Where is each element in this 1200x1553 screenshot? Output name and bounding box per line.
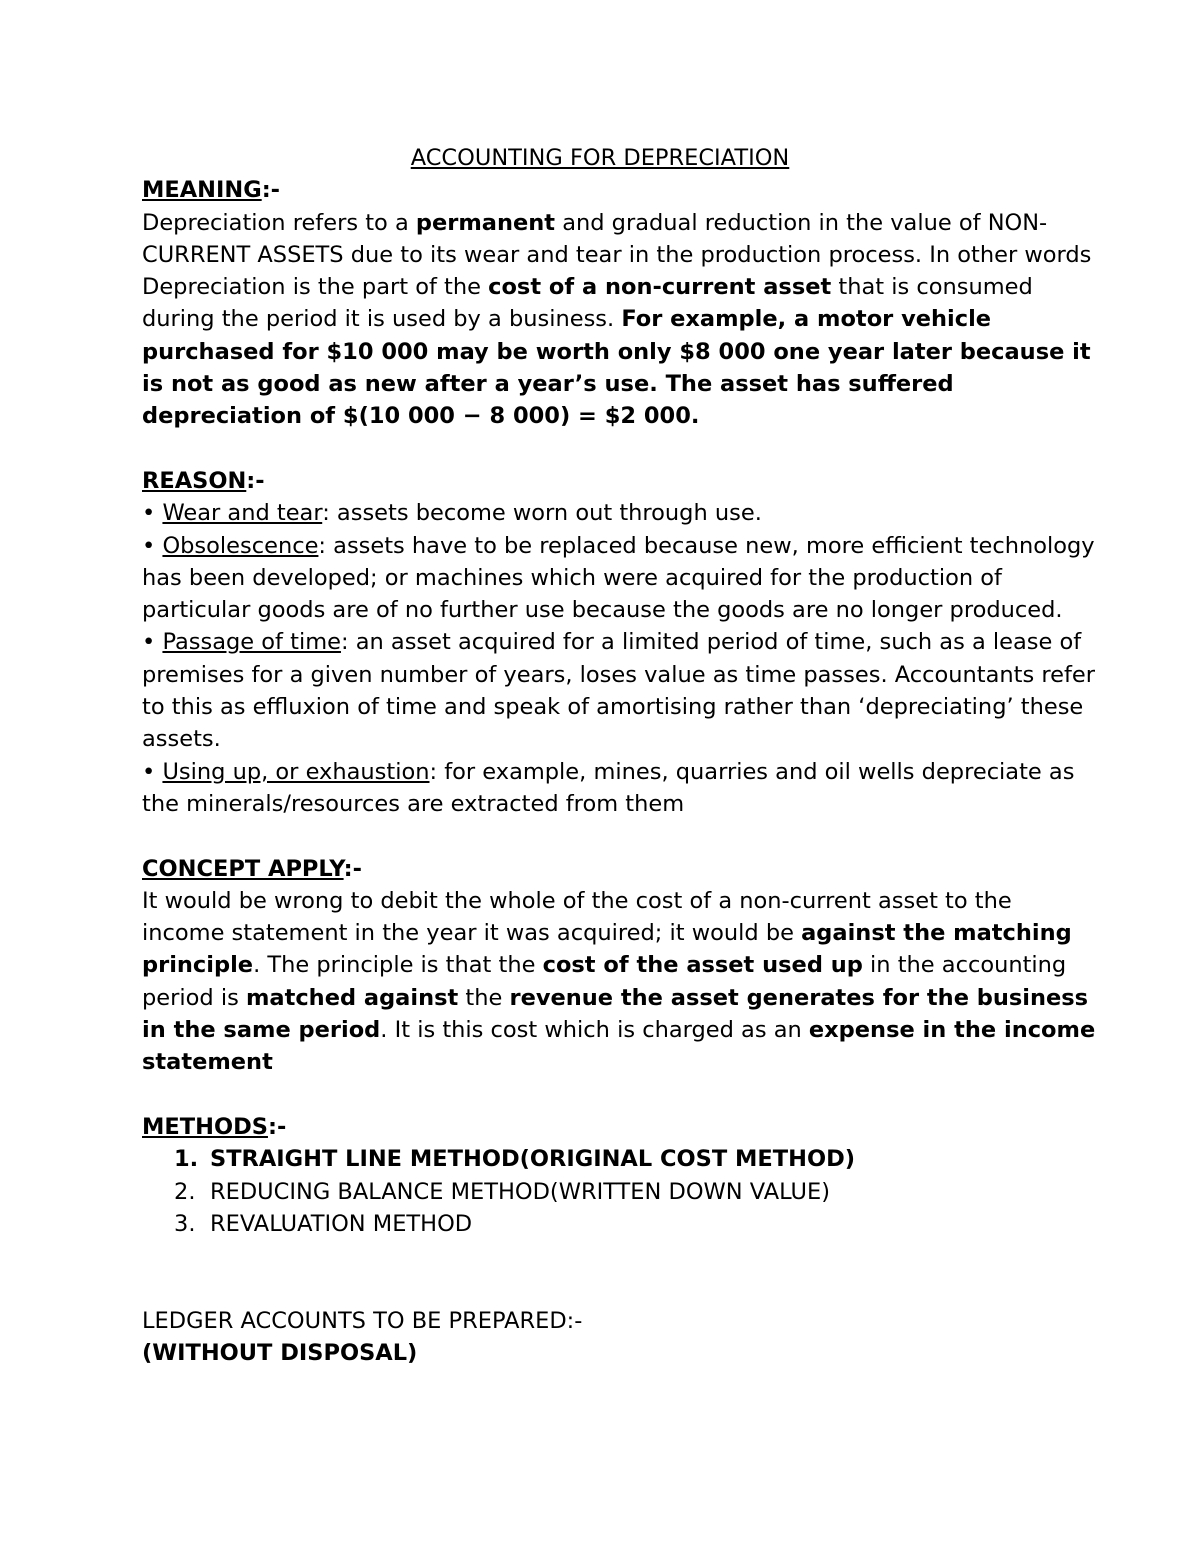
method-number: 3.: [174, 1210, 196, 1237]
method-item: [142, 1176, 1100, 1208]
methods-heading-suffix: :-: [267, 1113, 287, 1140]
reason-heading-label: REASON: [142, 467, 247, 494]
reason-item: [142, 497, 1100, 529]
concept-text-4: the: [458, 984, 510, 1011]
bullet: •: [142, 500, 163, 527]
concept-heading-suffix: :-: [343, 855, 362, 882]
bullet: •: [142, 532, 163, 559]
meaning-bold-1: permanent: [415, 209, 556, 236]
concept-text-3: in the accounting period is: [142, 952, 1067, 1011]
methods-heading: [142, 1111, 1100, 1143]
meaning-text-2: and gradual reduction in the value of NON-CURRENT ASSETS due to its wear and tear in the production process. In other words Depreciation is the part of the: [142, 209, 1092, 301]
meaning-heading: [142, 174, 1100, 206]
concept-bold-2: cost of the asset used up: [542, 952, 863, 979]
spacer: [142, 433, 1100, 465]
reason-heading-suffix: :-: [246, 467, 265, 494]
spacer: [142, 820, 1100, 852]
concept-heading: [142, 853, 1100, 885]
reason-item: [142, 530, 1100, 627]
method-label: REDUCING BALANCE METHOD(WRITTEN DOWN VALUE): [210, 1178, 830, 1205]
method-label: STRAIGHT LINE METHOD(ORIGINAL COST METHOD): [210, 1146, 856, 1173]
concept-text-1: It would be wrong to debit the whole of the cost of a non-current asset to the income statement in the year it was acquired; it would be: [142, 887, 1012, 947]
meaning-text-1: Depreciation refers to a: [142, 209, 416, 236]
reason-item: [142, 756, 1100, 821]
reason-term: Using up, or exhaustion: [162, 758, 430, 785]
methods-list: [142, 1143, 1100, 1240]
concept-bold-4: revenue the asset generates for the business in the same period: [142, 984, 1089, 1044]
page-title: ACCOUNTING FOR DEPRECIATION: [410, 145, 790, 171]
method-number: 2.: [174, 1178, 196, 1205]
concept-paragraph: [142, 885, 1100, 1079]
bullet: •: [142, 758, 163, 785]
reason-item: [142, 626, 1100, 755]
concept-heading-label: CONCEPT APPLY: [142, 855, 344, 882]
reason-heading: [142, 465, 1100, 497]
meaning-heading-label: MEANING: [142, 177, 262, 204]
reason-term: Obsolescence: [162, 532, 319, 559]
meaning-bold-2: cost of a non-current asset: [488, 274, 832, 301]
meaning-paragraph: [142, 207, 1100, 433]
bullet: •: [142, 629, 163, 656]
method-item: [142, 1143, 1100, 1175]
method-number: 1.: [174, 1146, 199, 1173]
reason-text: : an asset acquired for a limited period of time, such as a lease of premises for a given number of years, loses value as time passes. Accountants refer to this as effluxion of time and speak of amortising rather than ‘depreciating’ these assets.: [142, 629, 1095, 753]
reason-text: : assets have to be replaced because new, more efficient technology has been developed; or machines which were acquired for the production of particular goods are of no further use because the goods are no longer produced.: [142, 532, 1095, 624]
concept-text-5: . It is this cost which is charged as an: [380, 1017, 809, 1044]
concept-bold-3: matched against: [245, 984, 459, 1011]
spacer: [142, 1240, 1100, 1305]
concept-bold-5: expense in the income statement: [142, 1017, 1096, 1076]
ledger-heading: LEDGER ACCOUNTS TO BE PREPARED:-: [142, 1307, 583, 1334]
meaning-heading-suffix: :-: [261, 177, 281, 204]
meaning-text-3: that is consumed during the period it is used by a business.: [142, 274, 1033, 333]
reason-term: Wear and tear: [162, 500, 323, 527]
reason-term: Passage of time: [162, 629, 341, 656]
spacer: [142, 1079, 1100, 1111]
method-label: REVALUATION METHOD: [210, 1210, 473, 1237]
methods-heading-label: METHODS: [142, 1113, 268, 1140]
reason-text: : assets become worn out through use.: [322, 500, 762, 527]
method-item: [142, 1208, 1100, 1240]
meaning-bold-3: For example, a motor vehicle purchased for $10 000 may be worth only $8 000 one year later because it is not as good as new after a year’s use. The asset has suffered depreciation of $(10 000 − 8 000) = $2 000.: [142, 306, 1091, 430]
concept-bold-1: against the matching principle: [142, 920, 1072, 979]
reason-text: : for example, mines, quarries and oil wells depreciate as the minerals/resources are extracted from them: [142, 758, 1075, 817]
ledger-subheading: (WITHOUT DISPOSAL): [142, 1339, 418, 1366]
concept-text-2: . The principle is that the: [253, 952, 543, 979]
